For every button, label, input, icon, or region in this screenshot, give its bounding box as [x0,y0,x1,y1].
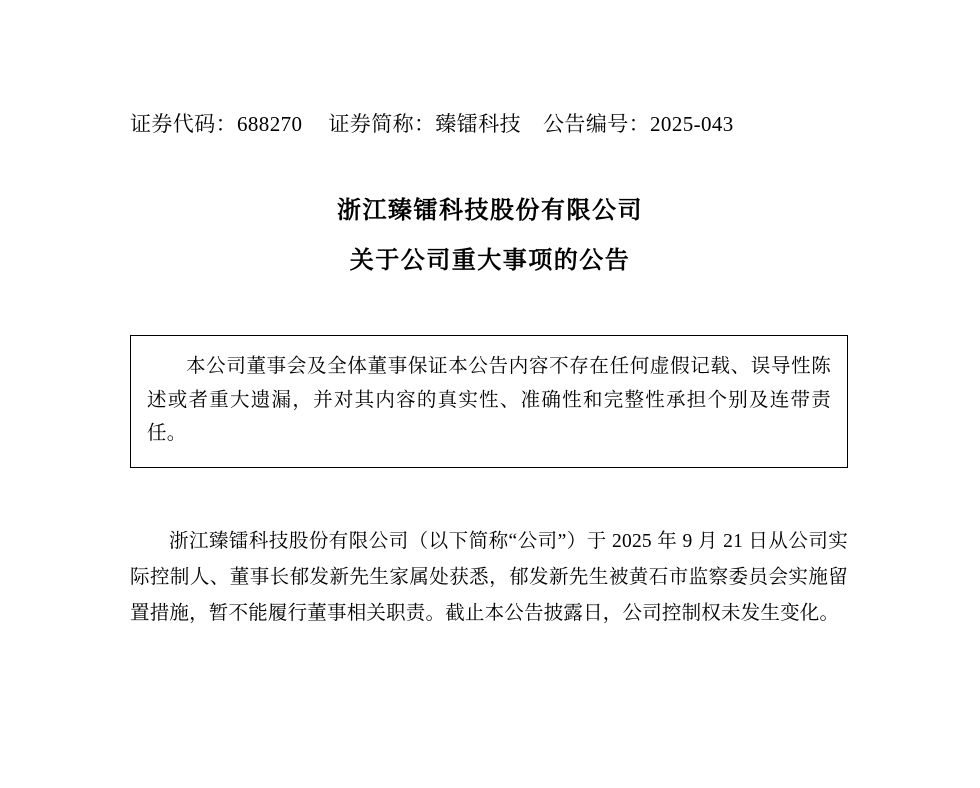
disclaimer-box [130,335,848,468]
security-abbr-value: 臻镭科技 [435,112,522,136]
company-name-title: 浙江臻镭科技股份有限公司 [337,198,643,225]
security-code-label: 证券代码： [130,112,237,136]
document-header [130,112,850,137]
page-title [130,199,850,273]
security-abbr-label: 证券简称： [328,112,436,136]
disclaimer-text: 本公司董事会及全体董事保证本公告内容不存在任何虚假记载、误导性陈述或者重大遗漏，并对其内容的真实性、准确性和完整性承担个别及连带责任。 [147,356,831,445]
announcement-number-label: 公告编号： [543,112,651,136]
announcement-subject-title: 关于公司重大事项的公告 [349,248,631,275]
security-code-value: 688270 [237,112,303,136]
document-body [130,524,848,632]
document-page [0,112,980,788]
announcement-number-value: 2025-043 [650,112,734,136]
body-paragraph-1: 浙江臻镭科技股份有限公司（以下简称“公司”）于 2025 年 9 月 21 日从公司实际控制人、董事长郁发新先生家属处获悉，郁发新先生被黄石市监察委员会实施留置措施，暂不能履行董事相关职责。截止本公告披露日，公司控制权未发生变化。 [130,530,848,624]
